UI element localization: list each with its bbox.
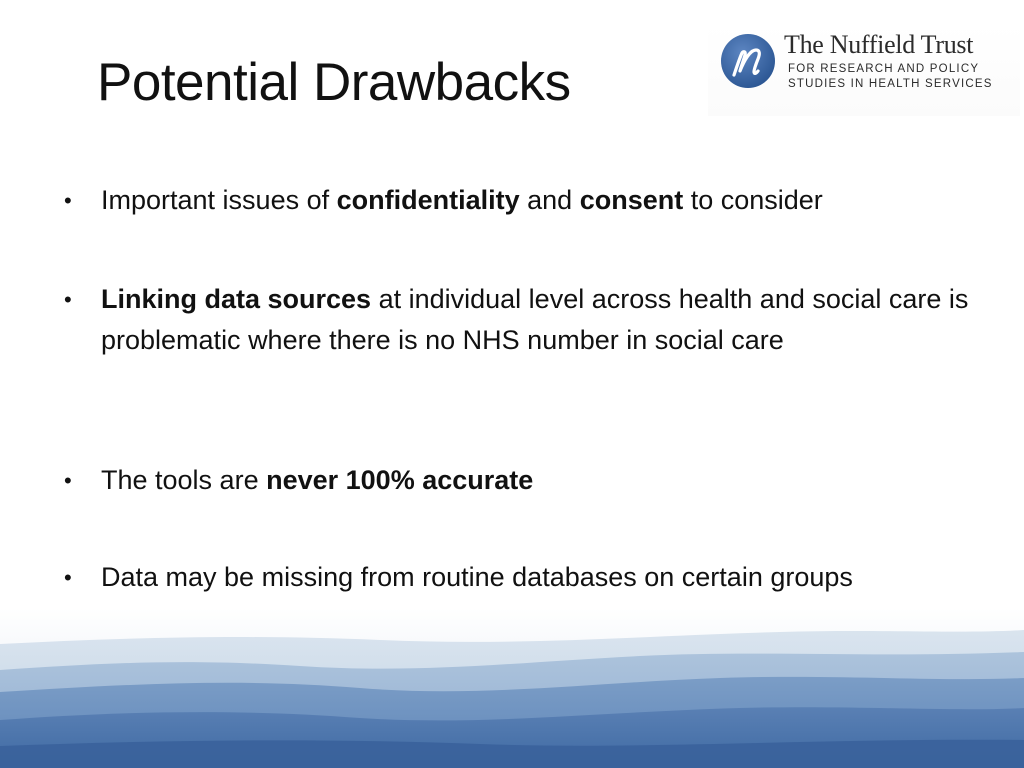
bullet-item-confidentiality — [64, 180, 991, 221]
bullet-emphasis: confidentiality — [336, 185, 520, 215]
bullet-item-accuracy — [64, 460, 991, 501]
bullet-emphasis: consent — [579, 185, 684, 215]
bullet-text: and — [519, 185, 580, 215]
bullet-text: at individual level across health and social care is problematic where there is no NHS number in social care — [101, 284, 969, 355]
logo-name: The Nuffield Trust — [784, 30, 974, 59]
bullet-text: Important issues of — [101, 185, 337, 215]
bullet-icon: • — [64, 188, 72, 213]
bullet-text: Data may be missing from routine databases on certain groups — [101, 562, 853, 592]
slide-title: Potential Drawbacks — [97, 53, 571, 112]
bullet-emphasis: Linking data sources — [101, 284, 372, 314]
bullet-item-linking-data — [64, 279, 991, 361]
logo-tagline-line2: STUDIES IN HEALTH SERVICES — [788, 78, 993, 90]
bullet-icon: • — [64, 287, 72, 312]
logo-tagline-line1: FOR RESEARCH AND POLICY — [788, 63, 980, 75]
bullet-text: The tools are — [101, 465, 267, 495]
bullet-icon: • — [64, 468, 72, 493]
bullet-item-missing-data — [64, 557, 991, 598]
bullet-icon: • — [64, 565, 72, 590]
nuffield-trust-logo — [708, 24, 1020, 116]
hills-background — [0, 608, 1024, 768]
bullet-text: to consider — [683, 185, 823, 215]
nuffield-n-mark-icon — [720, 33, 776, 89]
bullet-emphasis: never 100% accurate — [266, 465, 534, 495]
